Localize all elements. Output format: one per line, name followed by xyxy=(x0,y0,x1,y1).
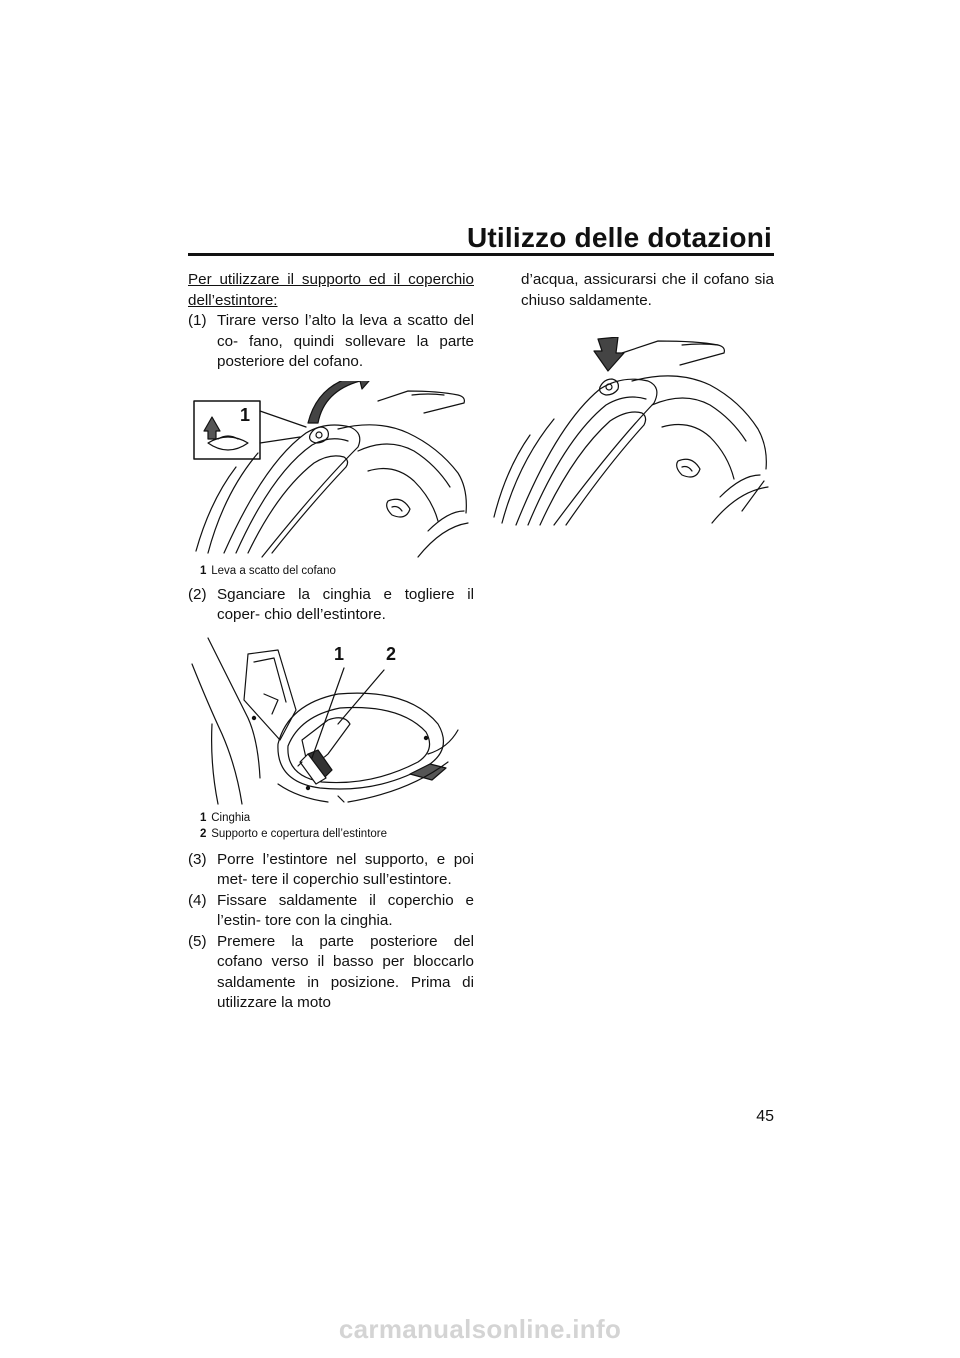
section-subheading: Per utilizzare il supporto ed il coperchio xyxy=(188,271,474,288)
figure2-callout-1: 1 xyxy=(334,643,345,664)
step-number: (1) xyxy=(188,312,207,329)
left-column xyxy=(188,270,474,1014)
section-subheading-continued: dell’estintore: xyxy=(188,291,278,309)
figure-hood-press xyxy=(492,337,774,527)
figure-hood-latch xyxy=(188,381,474,561)
step-3 xyxy=(188,850,474,891)
footer-watermark: carmanualsonline.info xyxy=(338,1314,622,1344)
figure2-callout-2: 2 xyxy=(386,643,397,664)
step-number: (3) xyxy=(188,850,207,868)
figure-extinguisher-holder xyxy=(188,634,474,808)
figure1-caption xyxy=(200,563,474,579)
figure2-caption-2 xyxy=(200,826,474,842)
caption-text: Leva a scatto del cofano xyxy=(211,564,336,577)
step-text: Tirare verso l’alto la leva a scatto del co- fano, quindi sollevare la parte posteriore del cofano. xyxy=(217,312,474,370)
caption-number: 1 xyxy=(200,564,207,577)
step-text: Fissare saldamente il coperchio e l’estin- tore con la cinghia. xyxy=(217,891,474,929)
step-5 xyxy=(188,932,474,1014)
step-number: (2) xyxy=(188,585,207,603)
step-5-continued: d’acqua, assicurarsi che il cofano sia chiuso saldamente. xyxy=(521,271,774,309)
step-4 xyxy=(188,891,474,932)
figure2-caption-1 xyxy=(200,810,474,826)
step-text: Porre l’estintore nel supporto, e poi met- tere il coperchio sull’estintore. xyxy=(217,850,474,888)
caption-text: Supporto e copertura dell’estintore xyxy=(211,827,388,840)
step-1 xyxy=(188,311,474,373)
right-column xyxy=(492,270,774,529)
caption-number: 1 xyxy=(200,811,207,824)
caption-text: Cinghia xyxy=(211,811,251,824)
step-text: Premere la parte posteriore del cofano verso il basso per bloccarlo saldamente in posizione. Prima di utilizzare la moto xyxy=(217,932,474,1011)
page-title: Utilizzo delle dotazioni xyxy=(466,222,772,253)
step-text: Sganciare la cinghia e togliere il coper- chio dell’estintore. xyxy=(217,585,474,623)
step-number: (5) xyxy=(188,932,207,950)
figure1-callout: 1 xyxy=(240,404,251,425)
step-number: (4) xyxy=(188,891,207,909)
caption-number: 2 xyxy=(200,827,207,840)
page-number: 45 xyxy=(756,1108,774,1125)
header-rule xyxy=(188,253,774,256)
step-2 xyxy=(188,585,474,626)
